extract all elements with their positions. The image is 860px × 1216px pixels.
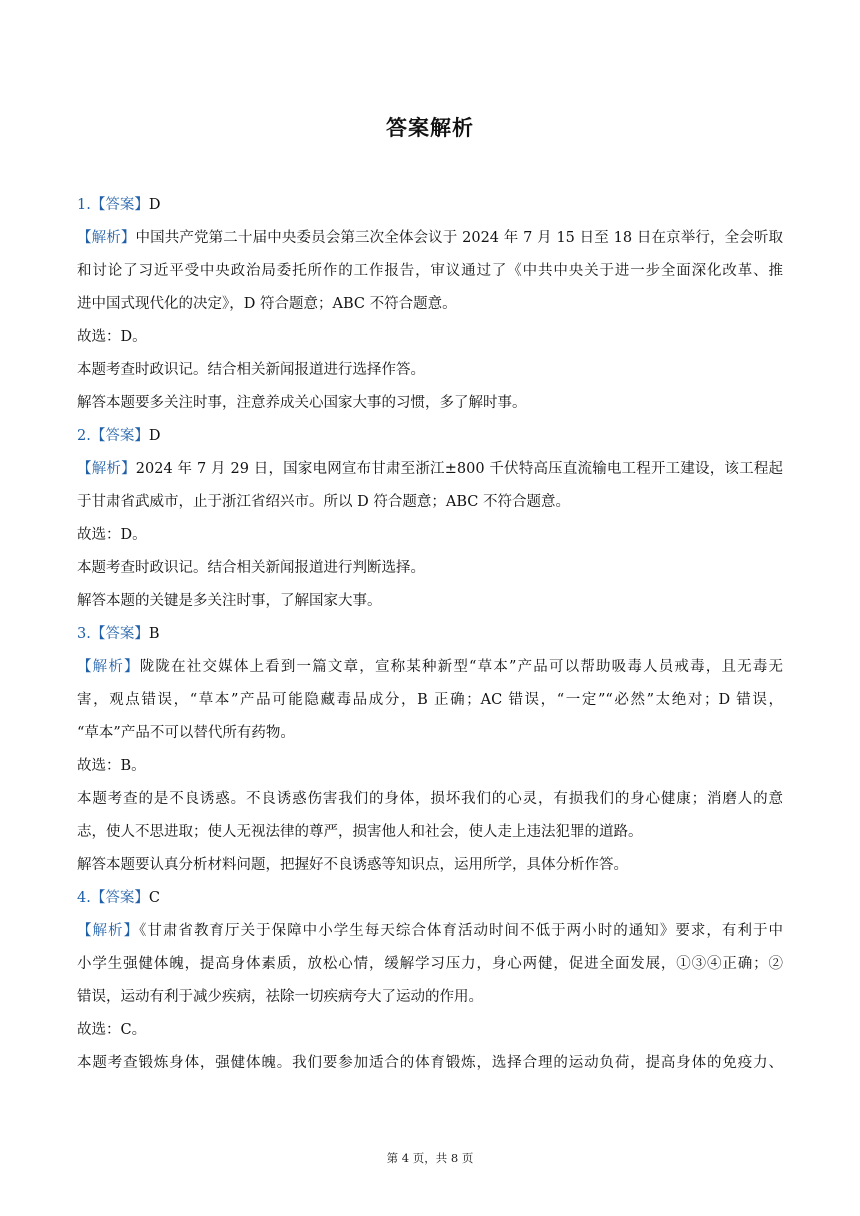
analysis-text: 《甘肃省教育厅关于保障中小学生每天综合体育活动时间不低于两小时的通知》要求，有利于中 [139, 923, 783, 939]
choice-line: 故选：D。 [77, 527, 147, 543]
analysis-text: 2024 年 7 月 29 日，国家电网宣布甘肃至浙江±800 千伏特高压直流输电工程开工建设，该工程起 [135, 461, 783, 477]
note-line: 本题考查的是不良诱惑。不良诱惑伤害我们的身体，损坏我们的心灵，有损我们的身心健康；消磨人的意 [77, 791, 783, 807]
analysis-line [77, 915, 783, 948]
analysis-line: 和讨论了习近平受中央政治局委托所作的工作报告，审议通过了《中共中央关于进一步全面深化改革、推 [77, 263, 783, 279]
answer-value: D [148, 197, 161, 213]
note-line: 解答本题的关键是多关注时事，了解国家大事。 [77, 593, 382, 609]
analysis-tag: 【解析】 [77, 923, 140, 939]
answer-value: C [148, 890, 160, 906]
analysis-tag: 【解析】 [77, 461, 136, 477]
answer-item [77, 882, 783, 1080]
analysis-text: 陇陇在社交媒体上看到一篇文章，宣称某种新型“草本”产品可以帮助吸毒人员戒毒，且无毒无 [139, 659, 783, 675]
answer-tag: 【答案】 [90, 428, 149, 444]
choice-line: 故选：B。 [77, 758, 146, 774]
analysis-line: 进中国式现代化的决定》，D 符合题意；ABC 不符合题意。 [77, 296, 457, 312]
item-number: 3. [77, 626, 91, 642]
item-number: 2. [77, 428, 91, 444]
analysis-line: 害，观点错误，“草本”产品可能隐藏毒品成分，B 正确；AC 错误，“一定”“必然”太绝对；D 错误， [77, 692, 783, 708]
analysis-line: 于甘肃省武威市，止于浙江省绍兴市。所以 D 符合题意；ABC 不符合题意。 [77, 494, 570, 510]
note-line: 志，使人不思进取；使人无视法律的尊严，损害他人和社会，使人走上违法犯罪的道路。 [77, 824, 643, 840]
answer-line [77, 189, 783, 222]
answer-line [77, 618, 783, 651]
choice-line: 故选：D。 [77, 329, 147, 345]
answer-item [77, 618, 783, 882]
analysis-line [77, 222, 783, 255]
note-line: 本题考查时政识记。结合相关新闻报道进行判断选择。 [77, 560, 425, 576]
note-line: 解答本题要认真分析材料问题，把握好不良诱惑等知识点，运用所学，具体分析作答。 [77, 857, 628, 873]
analysis-tag: 【解析】 [77, 659, 140, 675]
page-footer: 第 4 页，共 8 页 [386, 1151, 474, 1165]
analysis-tag: 【解析】 [77, 230, 136, 246]
answer-item [77, 420, 783, 618]
analysis-line [77, 453, 783, 486]
answer-tag: 【答案】 [90, 890, 149, 906]
analysis-line: 错误，运动有利于减少疾病，祛除一切疾病夸大了运动的作用。 [77, 989, 483, 1005]
answer-value: B [148, 626, 160, 642]
answer-line [77, 882, 783, 915]
answer-tag: 【答案】 [90, 626, 149, 642]
answer-tag: 【答案】 [90, 197, 149, 213]
analysis-line: “草本”产品不可以替代所有药物。 [77, 725, 295, 741]
note-line: 解答本题要多关注时事，注意养成关心国家大事的习惯，多了解时事。 [77, 395, 527, 411]
analysis-text: 中国共产党第二十届中央委员会第三次全体会议于 2024 年 7 月 15 日至 18 日在京举行，全会听取 [135, 230, 783, 246]
note-line: 本题考查时政识记。结合相关新闻报道进行选择作答。 [77, 362, 425, 378]
note-line: 本题考查锻炼身体，强健体魄。我们要参加适合的体育锻炼，选择合理的运动负荷，提高身体的免疫力、 [77, 1055, 783, 1071]
item-number: 1. [77, 197, 91, 213]
page-title: 答案解析 [386, 116, 474, 140]
analysis-line [77, 651, 783, 684]
answer-line [77, 420, 783, 453]
choice-line: 故选：C。 [77, 1022, 147, 1038]
analysis-line: 小学生强健体魄，提高身体素质，放松心情，缓解学习压力，身心两健，促进全面发展，①③④正确；② [77, 956, 783, 972]
answer-value: D [148, 428, 161, 444]
item-number: 4. [77, 890, 91, 906]
answer-item [77, 189, 783, 420]
answer-content [77, 189, 783, 1080]
